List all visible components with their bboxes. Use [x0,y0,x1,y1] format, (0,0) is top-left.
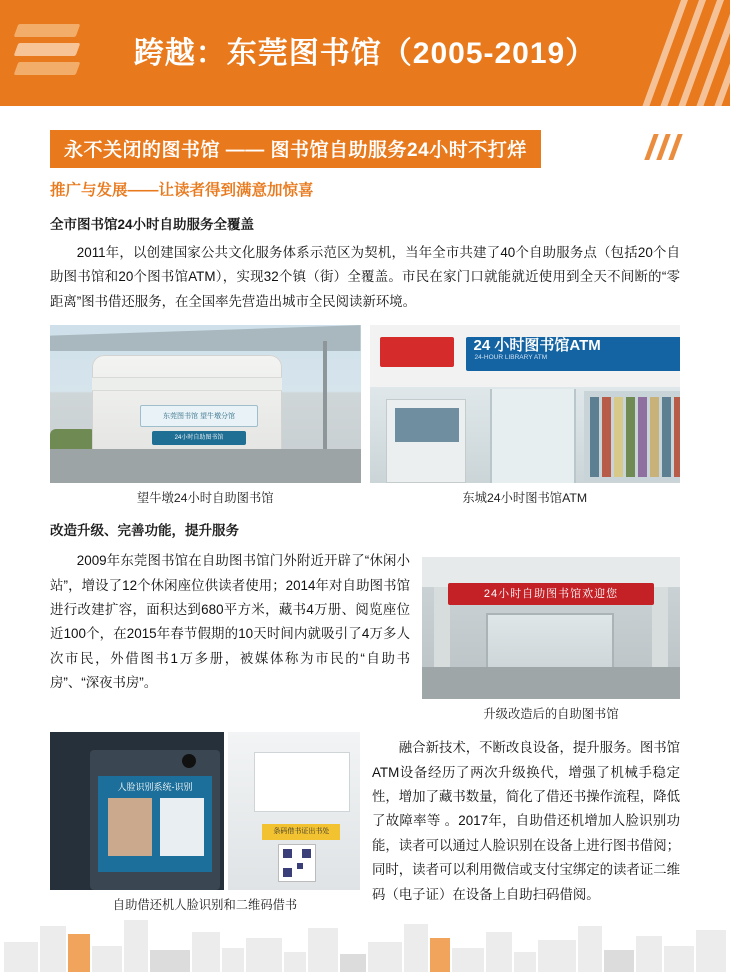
figure-dongcheng-atm [370,325,681,506]
figure-face-qr [50,732,360,913]
block3-paragraph: 融合新技术，不断改良设备，提升服务。图书馆ATM设备经历了两次升级换代，增强了机械手稳定性，增加了藏书数量，简化了借还书操作流程，降低了故障率等 。2017年，自助借还机增加人脸识别功能，读者可以通过人脸识别在设备上进行图书借阅；同时，读者可以利用微信或支付宝绑定的读者证二维码（电子证）在设备上自助扫码借阅。 [372,740,680,902]
block1-paragraph: 2011年，以创建国家公共文化服务体系示范区为契机，当年全市共建了40个自助服务点（包括20个自助图书馆和20个图书馆ATM），实现32个镇（街）全覆盖。市民在家门口就能就近使用到全天不间断的“零距离”图书借还服务，在全国率先营造出城市全民阅读新环境。 [50,245,680,309]
document-content [0,130,730,913]
section-slash-decoration [640,134,680,160]
photo-label-text: 条码借书证出书处 [262,824,340,840]
figure-wangniudun [50,325,361,506]
photo-dongcheng-atm [370,325,681,483]
photo-sign-main: 24 小时图书馆ATM [473,337,601,355]
figure-caption: 东城24小时图书馆ATM [462,491,588,506]
photo-sign-sub: 24-HOUR LIBRARY ATM [474,354,548,362]
photo-plate2-text: 24小时自助图书馆 [152,431,246,445]
header-slash-decoration [620,0,730,106]
photo-qr-borrow [228,732,360,890]
block3-row [50,732,680,913]
block2-heading: 改造升级、完善功能，提升服务 [50,523,239,539]
block2-row [50,545,680,722]
block2-text-column [50,545,410,722]
figure-upgraded-library [422,545,680,722]
page-header [0,0,730,106]
figure-caption: 自助借还机人脸识别和二维码借书 [112,898,298,913]
block2-paragraph: 2009年东莞图书馆在自助图书馆门外附近开辟了“休闲小站”，增设了12个休闲座位供读者使用；2014年对自助图书馆进行改建扩容，面积达到680平方米，藏书4万册、阅览座位近100个，在2015年春节假期的10天时间内就吸引了4万多人次市民，外借图书1万多册，被媒体称为市民的“自助书房”、“深夜书房”。 [50,553,410,691]
figure-caption: 升级改造后的自助图书馆 [483,707,619,722]
section-bar-row [50,130,680,164]
sub-heading: 推广与发展——让读者得到满意加惊喜 [50,182,314,199]
photo-upgraded-library [422,557,680,699]
figure-row-top [50,325,680,506]
photo-face-recognition [50,732,224,890]
photo-wangniudun-library [50,325,361,483]
block3-text-column [372,732,680,913]
photo-screen-title: 人脸识别系统-识别 [117,782,193,793]
photo-banner-text: 24小时自助图书馆欢迎您 [448,583,654,605]
section-title-badge: 永不关闭的图书馆 —— 图书馆自助服务24小时不打烊 [50,130,541,168]
page-title: 跨越：东莞图书馆（2005-2019） [133,37,597,70]
photo-plate-text: 东莞图书馆 望牛墩分馆 [140,405,258,427]
figure-caption: 望牛墩24小时自助图书馆 [136,491,274,506]
block1-heading: 全市图书馆24小时自助服务全覆盖 [50,217,255,232]
footer-skyline [0,896,730,972]
camera-icon [182,754,196,768]
qr-code-icon [278,844,316,882]
